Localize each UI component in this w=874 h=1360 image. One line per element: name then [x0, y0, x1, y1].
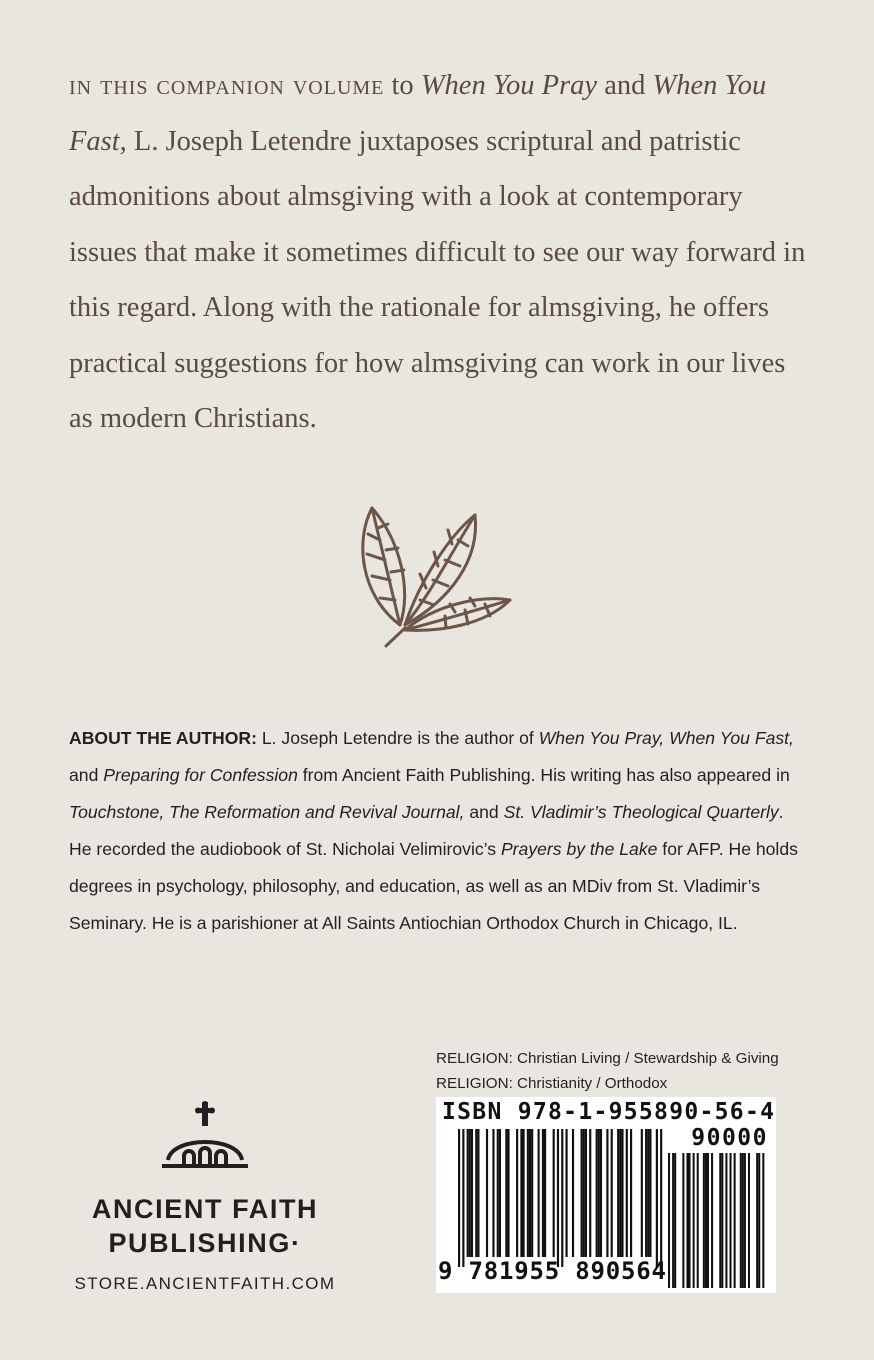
barcode-bar	[505, 1129, 507, 1257]
blurb-to: to	[384, 70, 421, 101]
barcode-bar	[538, 1129, 540, 1257]
blurb-and: and	[597, 70, 653, 101]
about-author-paragraph	[69, 720, 809, 942]
barcode-bar	[647, 1129, 649, 1257]
addon-bar	[740, 1153, 742, 1288]
addon-bar	[719, 1153, 721, 1288]
barcode-bar	[566, 1129, 568, 1257]
barcode-bar	[581, 1129, 583, 1257]
addon-bar	[693, 1153, 695, 1288]
about-text-1: L. Joseph Letendre is the author of	[256, 728, 539, 748]
barcode-bar	[583, 1129, 585, 1257]
addon-bar	[686, 1153, 688, 1288]
barcode-bar	[557, 1129, 559, 1267]
barcode-bar	[516, 1129, 518, 1257]
publisher-name-line1: ANCIENT FAITH	[91, 1194, 319, 1224]
about-italic-1: When You Pray, When You Fast,	[538, 728, 794, 748]
barcode-bar	[486, 1129, 488, 1257]
publisher-logo	[60, 1098, 350, 1298]
blurb-title-fast: When You Fast,	[69, 70, 767, 157]
blurb-lead-caps: in this companion volume	[69, 70, 385, 101]
barcode-bar	[585, 1129, 587, 1257]
about-italic-3: Touchstone, The Reformation and Revival Journal,	[69, 802, 465, 822]
barcode-bar	[589, 1129, 591, 1257]
addon-bar	[734, 1153, 736, 1288]
barcode-bar	[619, 1129, 621, 1257]
publisher-url: STORE.ANCIENTFAITH.COM	[74, 1274, 336, 1293]
leaf-ornament-icon	[350, 500, 520, 650]
addon-bar	[668, 1153, 670, 1288]
about-text-3: from Ancient Faith Publishing. His writing has also appeared in	[297, 765, 790, 785]
addon-bar	[730, 1153, 732, 1288]
addon-bar	[689, 1153, 691, 1288]
about-italic-4: St. Vladimir’s Theological Quarterly	[503, 802, 779, 822]
category-line: RELIGION: Christianity / Orthodox	[436, 1075, 668, 1092]
barcode-bar	[660, 1129, 662, 1267]
about-italic-5: Prayers by the Lake	[500, 839, 658, 859]
barcode-bar	[497, 1129, 499, 1257]
barcode-bar	[542, 1129, 544, 1257]
addon-bar	[674, 1153, 676, 1288]
barcode-bar	[596, 1129, 598, 1257]
barcode-bar	[527, 1129, 529, 1257]
barcode-bar	[475, 1129, 477, 1257]
about-text-6: for AFP. He holds degrees in psychology, philosophy, and education, as well as an MDiv from St. Vladimir’s Seminary. He is a parishioner at All Saints Antiochian Orthodox Church in Chicago, IL.	[69, 839, 798, 933]
church-dome-icon	[160, 1098, 250, 1188]
barcode-bar	[544, 1129, 546, 1257]
barcode-bar	[626, 1129, 628, 1257]
barcode-bar	[469, 1129, 471, 1257]
addon-bar	[744, 1153, 746, 1288]
addon-bar	[748, 1153, 750, 1288]
blurb-title-pray: When You Pray	[420, 70, 598, 101]
barcode-bar	[645, 1129, 647, 1257]
barcode-bar	[531, 1129, 533, 1257]
barcode-bar	[499, 1129, 501, 1257]
barcode-bar	[467, 1129, 469, 1257]
barcode-bar	[606, 1129, 608, 1257]
barcode-bar	[523, 1129, 525, 1257]
publisher-name-line2	[60, 1228, 350, 1259]
about-text-4: and	[464, 802, 504, 822]
about-author-label: ABOUT THE AUTHOR:	[69, 728, 257, 748]
addon-bar	[758, 1153, 760, 1288]
about-text-2: and	[69, 765, 104, 785]
addon-bar	[742, 1153, 744, 1288]
isbn-barcode	[436, 1097, 776, 1293]
barcode-bar	[598, 1129, 600, 1257]
barcode-bar	[621, 1129, 623, 1257]
barcode-bar	[477, 1129, 479, 1257]
barcode-bar	[630, 1129, 632, 1257]
barcode-bar	[492, 1129, 494, 1257]
barcode-bar	[462, 1129, 464, 1267]
blurb-body: L. Joseph Letendre juxtaposes scriptural and patristic admonitions about almsgiving with a look at contemporary issues that make it sometimes difficult to see our way forward in this regard. Along with the rationale for almsgiving, he offers practical suggestions for how almsgiving can work in our lives as modern Christians.	[69, 125, 806, 434]
barcode-bar	[611, 1129, 613, 1257]
barcode-bar	[458, 1129, 460, 1267]
addon-bar	[756, 1153, 758, 1288]
addon-bar	[762, 1153, 764, 1288]
category-line: RELIGION: Christian Living / Stewardship & Giving	[436, 1050, 779, 1067]
addon-bar	[707, 1153, 709, 1288]
barcode-bar	[656, 1129, 658, 1267]
about-italic-2: Preparing for Confession	[103, 765, 298, 785]
addon-bar	[697, 1153, 699, 1288]
barcode-bar	[649, 1129, 651, 1257]
about-text-5: . He recorded the audiobook of St. Nicholai Velimirovic’s	[69, 802, 784, 859]
addon-bar	[703, 1153, 705, 1288]
barcode-bar	[641, 1129, 643, 1257]
price-addon-digits: 90000	[691, 1125, 768, 1151]
barcode-bar	[507, 1129, 509, 1257]
addon-bar	[705, 1153, 707, 1288]
publisher-name-line2-text: PUBLISHING	[108, 1228, 291, 1258]
barcode-bar	[600, 1129, 602, 1257]
barcode-bar	[471, 1129, 473, 1257]
blurb-paragraph	[69, 58, 809, 447]
trademark-mark: ·	[290, 1228, 302, 1258]
barcode-bar	[553, 1129, 555, 1257]
addon-bar	[721, 1153, 723, 1288]
barcode-bar	[520, 1129, 522, 1257]
barcode-bar	[617, 1129, 619, 1257]
barcode-bar	[561, 1129, 563, 1267]
addon-bar	[711, 1153, 713, 1288]
addon-bar	[725, 1153, 727, 1288]
addon-bar	[682, 1153, 684, 1288]
bisac-categories	[436, 1046, 779, 1096]
ean-digits: 9 781955 890564	[438, 1257, 667, 1285]
addon-bar	[672, 1153, 674, 1288]
barcode-bar	[529, 1129, 531, 1257]
barcode-bar	[572, 1129, 574, 1257]
isbn-label: ISBN 978-1-955890-56-4	[442, 1099, 776, 1125]
